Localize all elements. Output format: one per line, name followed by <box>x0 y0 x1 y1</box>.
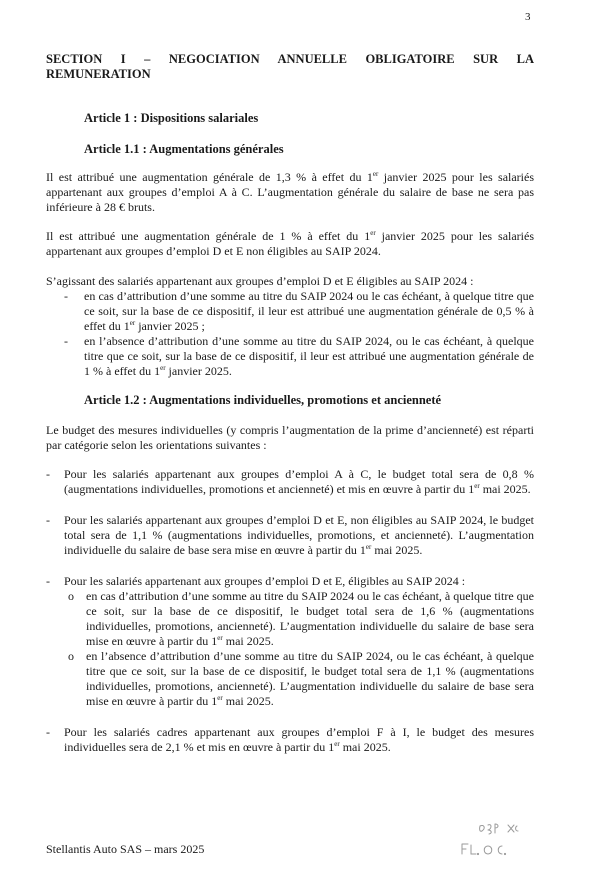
superscript: er <box>160 364 166 372</box>
dash-bullet: - <box>64 334 68 348</box>
text: mai 2025. <box>479 482 531 496</box>
text: Pour les salariés appartenant aux groupes d’emploi A à C, le budget total sera de 0,8 % (augmentations individuelles, promotions et ancienneté) et mis en œuvre à partir du 1 <box>64 467 534 496</box>
handwritten-initials <box>458 818 538 860</box>
paragraph-budget-intro: Le budget des mesures individuelles (y compris l’augmentation de la prime d’ancienneté) est réparti par catégorie selon les orientations suivantes : <box>46 423 534 452</box>
dash-bullet: - <box>46 513 50 527</box>
dash-bullet: - <box>46 725 50 739</box>
text: janvier 2025 pour les salariés appartenant aux groupes d’emploi A à C. L’augmentation générale du salaire de base ne sera pas inférieure à 28 € bruts. <box>46 170 535 214</box>
page-number: 3 <box>525 11 531 23</box>
sub-list-item <box>64 589 534 649</box>
text: mai 2025. <box>339 740 391 754</box>
budget-list <box>46 467 534 755</box>
text: janvier 2025 ; <box>135 319 205 333</box>
paragraph-ag-d-e <box>46 229 534 259</box>
sub-list-item <box>64 649 534 709</box>
superscript: er <box>129 319 136 327</box>
dash-bullet: - <box>46 467 50 481</box>
text: Pour les salariés cadres appartenant aux groupes d’emploi F à I, le budget des mesures individuelles sera de 2,1 % et mis en œuvre à partir du 1 <box>64 725 534 754</box>
text: Il est attribué une augmentation générale de 1 % à effet du 1 <box>46 229 371 243</box>
spacer <box>46 497 534 513</box>
superscript: er <box>217 694 223 702</box>
superscript: er <box>217 634 223 642</box>
text: en cas d’attribution d’une somme au titre du SAIP 2024 ou le cas échéant, à quelque titre que ce soit, sur la base de ce dispositif, le budget total sera de 1,6 % (augmentations individuelles, promotions, ancienneté). L’augmentation individuelle du salaire de base sera mise en œuvre à partir du 1 <box>86 589 534 648</box>
article-1-2-heading: Article 1.2 : Augmentations individuelles, promotions et ancienneté <box>84 393 442 407</box>
saip-sub-list <box>64 589 534 709</box>
list-item <box>46 467 534 497</box>
superscript: er <box>365 543 372 551</box>
paragraph-ag-a-c <box>46 170 534 215</box>
circle-bullet: o <box>68 649 74 663</box>
text: mai 2025. <box>222 634 274 648</box>
section-title-line2: REMUNERATION <box>46 67 151 81</box>
footer-text: Stellantis Auto SAS – mars 2025 <box>46 842 205 856</box>
text: Pour les salariés appartenant aux groupes d’emploi D et E, éligibles au SAIP 2024 : <box>64 574 466 588</box>
list-item <box>46 513 534 558</box>
text: en l’absence d’attribution d’une somme au titre du SAIP 2024, ou le cas échéant, à quelque titre que ce soit, sur la base de ce dispositif, le budget total sera de 1,1 % (augmentations individuelles, promotions, ancienneté). L’augmentation individuelle du salaire de base sera mise en œuvre à partir du 1 <box>86 649 534 708</box>
list-item <box>46 574 534 709</box>
text: Pour les salariés appartenant aux groupes d’emploi D et E, non éligibles au SAIP 2024, le budget total sera de 1,1 % (augmentations individuelles, promotions, et ancienneté). L’augmentation individuelle du salaire de base sera mise en œuvre à partir du 1 <box>64 513 534 557</box>
spacer <box>46 709 534 725</box>
article-1-heading: Article 1 : Dispositions salariales <box>84 111 259 125</box>
text: Il est attribué une augmentation générale de 1,3 % à effet du 1 <box>46 170 373 184</box>
dash-bullet: - <box>46 574 50 588</box>
text: janvier 2025. <box>165 364 232 378</box>
article-1-1-heading: Article 1.1 : Augmentations générales <box>84 142 284 156</box>
superscript: er <box>372 170 379 178</box>
dash-bullet: - <box>64 289 68 303</box>
text: mai 2025. <box>371 543 423 557</box>
text: en cas d’attribution d’une somme au titre du SAIP 2024 ou le cas échéant, à quelque titre que ce soit, sur la base de ce dispositif, il leur est attribué une augmentation générale de 0,5 % à effet du 1 <box>84 289 534 333</box>
saip-list <box>46 289 534 379</box>
section-title <box>46 52 534 82</box>
text: janvier 2025 pour les salariés appartenant aux groupes d’emploi D et E non éligibles au SAIP 2024. <box>46 229 535 258</box>
list-item <box>46 725 534 755</box>
spacer <box>46 558 534 574</box>
list-item <box>46 334 534 379</box>
paragraph-saip-intro: S’agissant des salariés appartenant aux groupes d’emploi D et E éligibles au SAIP 2024 : <box>46 274 474 288</box>
superscript: er <box>334 740 340 748</box>
text: en l’absence d’attribution d’une somme au titre du SAIP 2024, ou le cas échéant, à quelque titre que ce soit, sur la base de ce dispositif, il leur est attribué une augmentation générale de 1 % à effet du 1 <box>84 334 534 378</box>
superscript: er <box>474 482 480 490</box>
text: mai 2025. <box>222 694 274 708</box>
section-title-line1: SECTION I – NEGOCIATION ANNUELLE OBLIGATOIRE SUR LA <box>46 52 534 66</box>
superscript: er <box>370 229 376 237</box>
list-item <box>46 289 534 334</box>
circle-bullet: o <box>68 589 74 603</box>
